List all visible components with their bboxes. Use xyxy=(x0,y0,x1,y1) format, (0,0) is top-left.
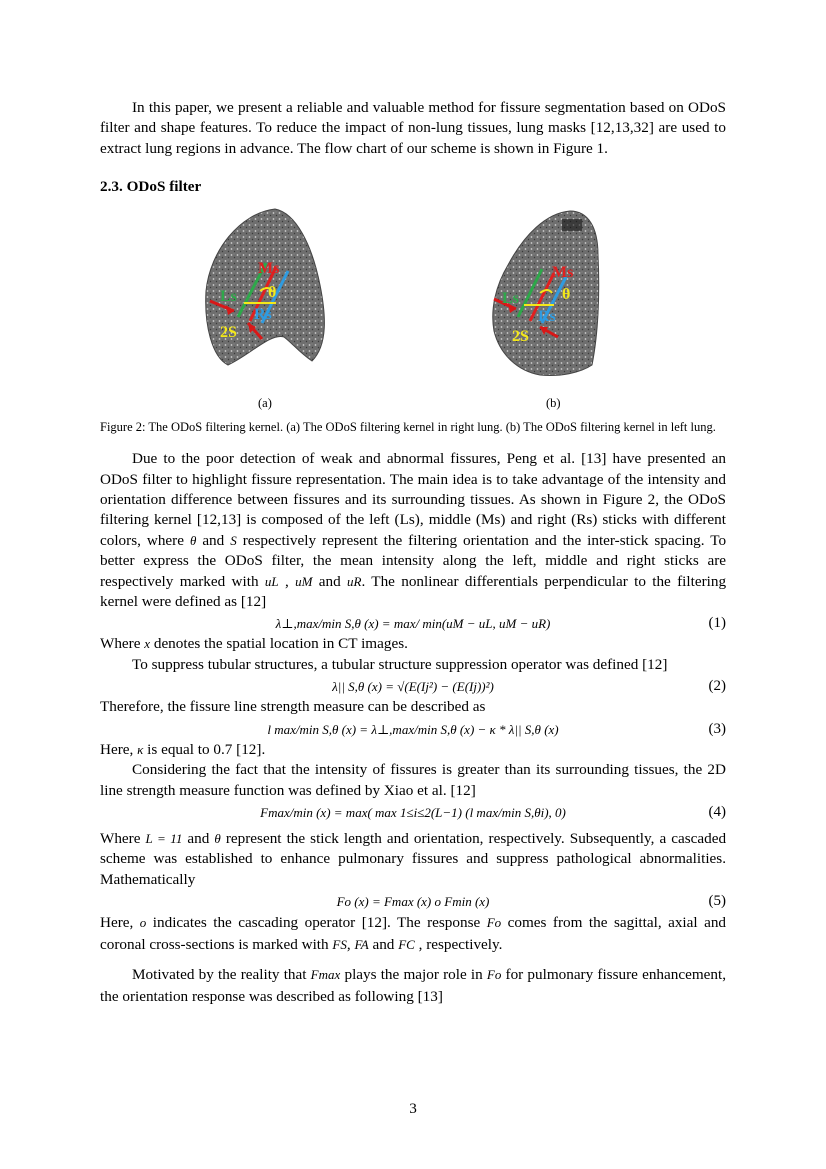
motivated-paragraph: Motivated by the reality that Fmax plays the major role in Fo for pulmonary fissure enhancement, the orientation response was described as following [13] xyxy=(100,966,726,1006)
tubular-paragraph: To suppress tubular structures, a tubular structure suppression operator was defined [12] xyxy=(132,655,668,673)
ls-label: Ls xyxy=(220,288,237,306)
two-s-label-b: 2S xyxy=(512,328,529,346)
figure-caption: Figure 2: The ODoS filtering kernel. (a) The ODoS filtering kernel in right lung. (b) The ODoS filtering kernel in left lung. xyxy=(100,420,716,435)
lung-figure-a xyxy=(200,205,340,390)
rs-label: Rs xyxy=(254,306,272,324)
ms-label-b: Ms xyxy=(552,264,574,282)
section-heading: 2.3. ODoS filter xyxy=(100,178,202,196)
figure-a-label: (a) xyxy=(258,396,272,411)
rs-label-b: Rs xyxy=(538,308,556,326)
ls-label-b: Ls xyxy=(502,290,519,308)
where-x-line: Where x denotes the spatial location in CT images. xyxy=(100,635,408,653)
kappa-line: Here, κ is equal to 0.7 [12]. xyxy=(100,740,266,758)
odos-paragraph: Due to the poor detection of weak and abnormal fissures, Peng et al. [13] have presented an ODoS filter to highlight fissure representation. The main idea is to take advantage of the intensity and orientation difference between fissures and its surrounding tissues. As shown in Figure 2, the ODoS filtering kernel [12,13] is composed of the left (Ls), middle (Ms) and right (Rs) sticks with different colors, where θ and S respectively represent the filtering orientation and the inter-stick spacing. To better express the ODoS filter, the mean intensity along the left, middle and right sticks are respectively marked with uL , uM and uR. The nonlinear differentials perpendicular to the filtering kernel were defined as [12] xyxy=(100,450,727,611)
intro-paragraph: In this paper, we present a reliable and valuable method for fissure segmentation based on ODoS filter and shape features. To reduce the impact of non-lung tissues, lung masks [12,13,32] are used to extract lung regions in advance. The flow chart of our scheme is shown in Figure 1. xyxy=(100,99,726,157)
page-number: 3 xyxy=(409,1100,417,1117)
where-l-paragraph: Where L = 11 and θ represent the stick length and orientation, respectively. Subsequently, a cascaded scheme was established to enhance pulmonary fissures and suppress pathological abnormalities. Mathematically xyxy=(100,829,727,888)
equation-4: Fmax/min (x) = max( max 1≤i≤2(L−1) (l max/min S,θi), 0) (4) xyxy=(260,803,726,820)
lung-figure-b xyxy=(488,205,608,390)
page-body xyxy=(100,98,726,1008)
theta-label-b: θ xyxy=(562,286,571,304)
two-s-label: 2S xyxy=(220,324,237,342)
equation-1: λ⊥,max/min S,θ (x) = max/ min(uM − uL, uM − uR) (1) xyxy=(275,615,726,632)
here-o-paragraph: Here, o indicates the cascading operator [12]. The response Fo comes from the sagittal, axial and coronal cross-sections is marked with FS, FA and FC , respectively. xyxy=(100,914,727,954)
equation-3: l max/min S,θ (x) = λ⊥,max/min S,θ (x) − κ * λ|| S,θ (x) (3) xyxy=(267,720,726,737)
figure-2 xyxy=(100,205,726,415)
considering-paragraph: Considering the fact that the intensity of fissures is greater than its surrounding tissues, the 2D line strength measure function was defined by Xiao et al. [12] xyxy=(100,761,726,799)
therefore-line: Therefore, the fissure line strength measure can be described as xyxy=(100,698,486,716)
theta-label: θ xyxy=(268,284,277,302)
equation-5: Fo (x) = Fmax (x) o Fmin (x) (5) xyxy=(336,893,726,910)
figure-b-label: (b) xyxy=(546,396,561,411)
ms-label: Ms xyxy=(258,260,280,278)
equation-2: λ|| S,θ (x) = √(E(Ij²) − (E(Ij))²) (2) xyxy=(332,678,726,695)
